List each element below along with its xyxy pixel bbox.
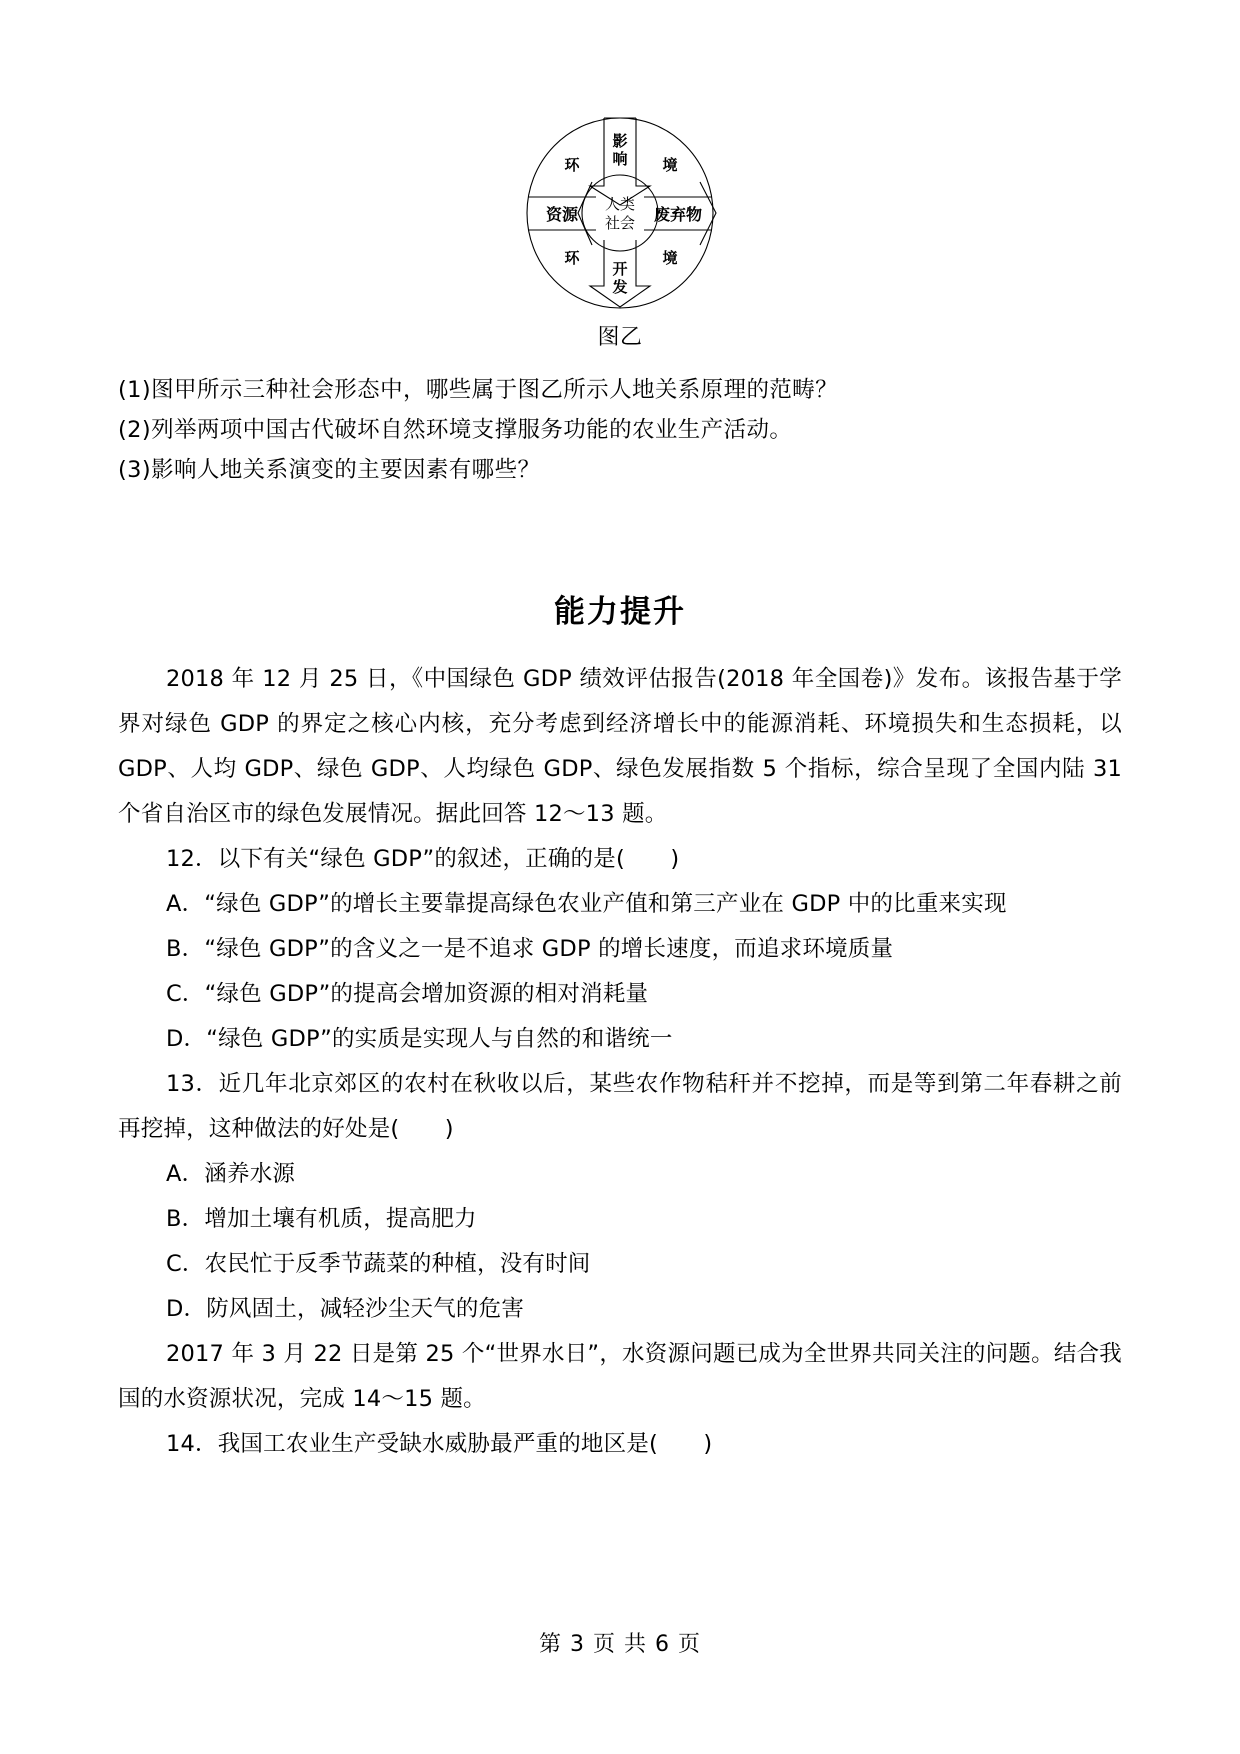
top-question-3: (3)影响人地关系演变的主要因素有哪些？ (118, 456, 541, 483)
label-top-arrow-2: 响 (612, 150, 628, 168)
question-13-option-d: D．防风固土，减轻沙尘天气的危害 (166, 1295, 525, 1322)
page-footer: 第 3 页 共 6 页 (539, 1632, 701, 1657)
label-right-band: 废弃物 (653, 205, 703, 224)
top-question-2: (2)列举两项中国古代破坏自然环境支撑服务功能的农业生产活动。 (118, 416, 793, 443)
figure-caption: 图乙 (597, 325, 643, 350)
question-12-option-a: A．“绿色 GDP”的增长主要靠提高绿色农业产值和第三产业在 GDP 中的比重来实现 (166, 890, 1007, 917)
section-title: 能力提升 (554, 593, 686, 630)
passage-2: 2017 年 3 月 22 日是第 25 个“世界水日”，水资源问题已成为全世界共同关注的问题。结合我国的水资源状况，完成 14～15 题。 (118, 1340, 1122, 1412)
figure-block (118, 0, 1122, 352)
label-top-left: 环 (564, 156, 580, 174)
question-13-option-a: A．涵养水源 (166, 1160, 296, 1187)
label-center-1: 人类 (604, 195, 636, 213)
label-bottom-left: 环 (564, 249, 580, 267)
question-13-stem: 13．近几年北京郊区的农村在秋收以后，某些农作物秸秆并不挖掉，而是等到第二年春耕之前再挖掉，这种做法的好处是( ) (118, 1070, 1122, 1142)
label-left-band: 资源 (545, 205, 579, 224)
question-12-option-d: D．“绿色 GDP”的实质是实现人与自然的和谐统一 (166, 1025, 673, 1052)
human-land-relationship-diagram (504, 108, 736, 318)
label-bottom-arrow-2: 发 (612, 278, 628, 296)
question-13-option-c: C．农民忙于反季节蔬菜的种植，没有时间 (166, 1250, 591, 1277)
passage-1: 2018 年 12 月 25 日，《中国绿色 GDP 绩效评估报告(2018 年全国卷)》发布。该报告基于学界对绿色 GDP 的界定之核心内核，充分考虑到经济增长中的能源消耗、环境损失和生态损耗，以 GDP、人均 GDP、绿色 GDP、人均绿色 GDP、绿色发展指数 5 个指标，综合呈现了全国内陆 31 个省自治区市的绿色发展情况。据此回答 12～13 题。 (118, 665, 1122, 827)
label-top-right: 境 (662, 156, 678, 174)
question-12-option-b: B．“绿色 GDP”的含义之一是不追求 GDP 的增长速度，而追求环境质量 (166, 935, 894, 962)
question-14-stem: 14．我国工农业生产受缺水威胁最严重的地区是( ) (166, 1430, 713, 1457)
label-center-2: 社会 (604, 214, 636, 232)
label-bottom-arrow: 开 (612, 260, 628, 278)
question-12-stem: 12．以下有关“绿色 GDP”的叙述，正确的是( ) (166, 845, 680, 872)
question-12-option-c: C．“绿色 GDP”的提高会增加资源的相对消耗量 (166, 980, 649, 1007)
label-bottom-right: 境 (662, 249, 678, 267)
top-questions-block (118, 370, 1122, 490)
label-top-arrow: 影 (612, 132, 628, 150)
question-13-option-b: B．增加土壤有机质，提高肥力 (166, 1205, 477, 1232)
top-question-1: (1)图甲所示三种社会形态中，哪些属于图乙所示人地关系原理的范畴？ (118, 376, 839, 403)
